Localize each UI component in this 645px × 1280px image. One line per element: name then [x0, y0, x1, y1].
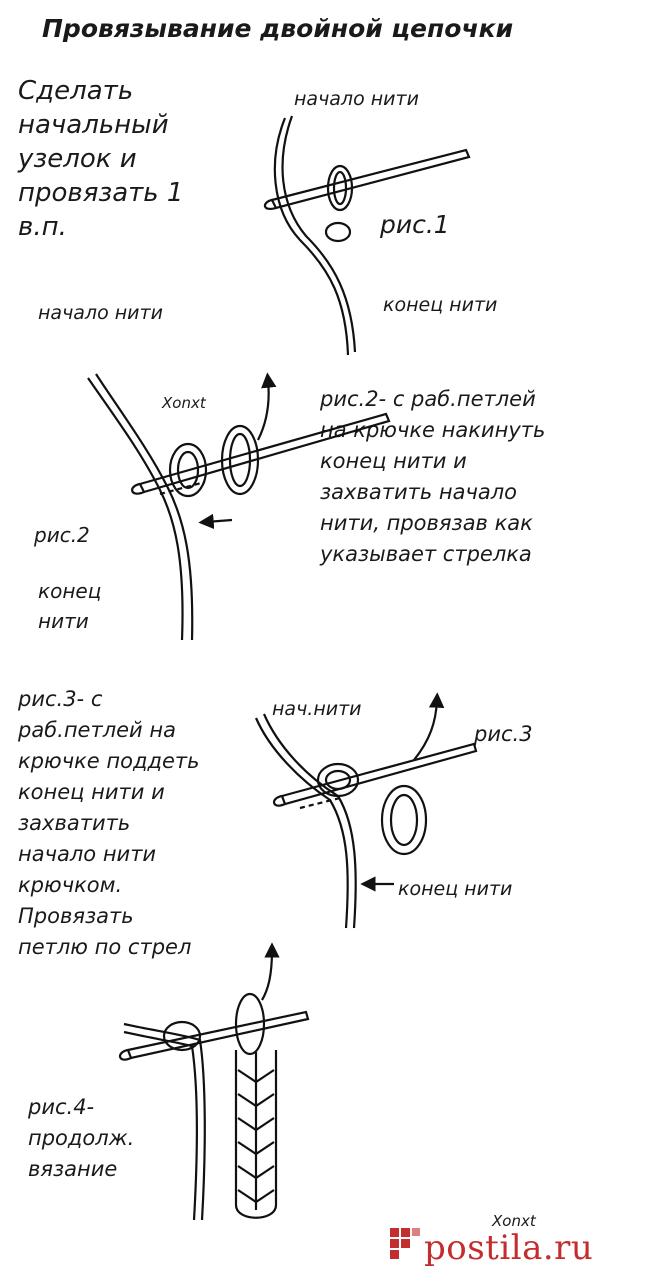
fig4-hook-drawing — [120, 950, 308, 1220]
fig1-knot — [326, 223, 350, 241]
fig2-caption-text: рис.2- с раб.петлей на крючке накинуть конец нити и захватить начало нити, провязав как указывает стрелка — [320, 387, 546, 566]
fig2-up-arrow — [258, 380, 269, 440]
fig4-yarn-b — [124, 1032, 197, 1220]
fig3-hook-drawing — [256, 700, 476, 928]
fig4-chain — [236, 1050, 276, 1218]
fig3-up-arrow — [414, 700, 437, 760]
fig3-hook-shaft — [282, 744, 476, 804]
fig3-yarn-a — [256, 718, 348, 928]
fig1-hook-shaft — [272, 150, 469, 208]
postila-logo-icon — [388, 1226, 422, 1266]
fig2-hook-drawing — [88, 374, 389, 640]
fig2-side-arrow — [206, 520, 232, 522]
fig1-caption: рис.1 — [380, 210, 450, 239]
fig4-author: Xonxt — [492, 1212, 536, 1230]
fig2-yarn-b — [96, 374, 192, 640]
fig4-up-arrow — [262, 950, 272, 1000]
fig3-yarn-b — [264, 714, 356, 928]
fig2-yarn-a — [88, 378, 183, 640]
fig2-left-label: начало нити — [38, 302, 163, 324]
fig2-author: Xonxt — [162, 394, 206, 412]
fig3-end-label: конец нити — [398, 878, 513, 900]
fig3-loop-b — [382, 786, 426, 854]
fig2-end-label: конец нити — [38, 579, 102, 633]
fig3-loop-b-inner — [391, 795, 417, 845]
intro-text: Сделать начальный узелок и провязать 1 в.п. — [18, 76, 184, 242]
fig2-loop-b-inner — [230, 434, 250, 486]
fig4-hook-shaft — [128, 1012, 308, 1058]
fig4-caption-text: рис.4- продолж. вязание — [28, 1095, 135, 1181]
page-title: Провязывание двойной цепочки — [42, 14, 514, 43]
fig2-side-caption: рис.2 — [34, 523, 90, 547]
fig3-caption: рис.3 — [474, 722, 533, 746]
fig1-loop-inner — [334, 172, 346, 204]
fig1-top-label: начало нити — [294, 88, 419, 110]
fig3-caption-text: рис.3- с раб.петлей на крючке поддеть конец нити и захватить начало нити крючком. Провязать петлю по стрел — [18, 687, 200, 959]
watermark-text: postila.ru — [424, 1228, 594, 1268]
fig1-bottom-label: конец нити — [383, 294, 498, 316]
fig1-yarn-left — [275, 118, 348, 355]
fig3-top-label: нач.нити — [272, 698, 362, 720]
fig1-hook-drawing — [265, 116, 469, 355]
